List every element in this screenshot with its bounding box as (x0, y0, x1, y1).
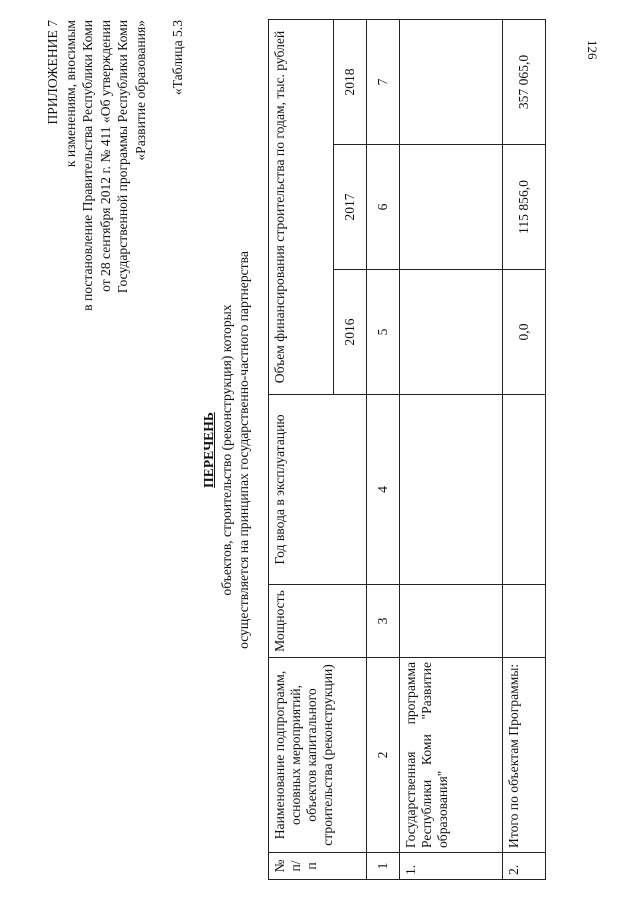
header-financing: Объем финансирования строительства по годам, тыс. рублей (269, 19, 334, 394)
row-capacity (503, 585, 546, 658)
appendix-line: «Развитие образования» (132, 20, 148, 161)
header-num: № п/п (269, 853, 367, 880)
rotated-page-content (40, 20, 560, 880)
index-cell: 3 (367, 585, 400, 658)
page-number: 126 (585, 40, 600, 60)
header-year-cell: 2016 (334, 270, 367, 395)
row-value-2017: 115 856,0 (503, 145, 546, 270)
title-main: ПЕРЕЧЕНЬ (201, 412, 216, 488)
appendix-line: ПРИЛОЖЕНИЕ 7 (45, 20, 60, 125)
table-index-row (367, 19, 400, 879)
header-year: Год ввода в эксплуатацию (269, 395, 367, 585)
row-year (400, 395, 503, 585)
row-value-2016: 0,0 (503, 270, 546, 395)
header-year-cell: 2018 (334, 19, 367, 144)
row-name: Итого по объектам Программы: (503, 658, 546, 853)
row-value-2016 (400, 270, 503, 395)
appendix-header (44, 20, 150, 410)
row-num: 1. (400, 853, 503, 880)
row-value-2017 (400, 145, 503, 270)
row-num: 2. (503, 853, 546, 880)
title-line: объектов, строительство (реконструкция) которых (218, 304, 234, 596)
table-label: «Таблица 5.3 (170, 20, 185, 96)
index-cell: 4 (367, 395, 400, 585)
appendix-line: Государственной программы Республики Коми (115, 20, 131, 294)
objects-table (268, 19, 546, 880)
appendix-line: от 28 сентября 2012 г. № 411 «Об утверждении (97, 20, 113, 292)
document-title (200, 20, 253, 880)
index-cell: 1 (367, 853, 400, 880)
index-cell: 6 (367, 145, 400, 270)
table-row (503, 19, 546, 879)
index-cell: 7 (367, 19, 400, 144)
row-name: Государственная программа Республики Коми "Развитие образования" (400, 658, 503, 853)
appendix-line: в постановление Правительства Республики Коми (80, 20, 96, 311)
row-value-2018 (400, 19, 503, 144)
row-capacity (400, 585, 503, 658)
index-cell: 2 (367, 658, 400, 853)
row-value-2018: 357 065,0 (503, 19, 546, 144)
table-row (400, 19, 503, 879)
header-year-cell: 2017 (334, 145, 367, 270)
index-cell: 5 (367, 270, 400, 395)
appendix-line: к изменениям, вносимым (62, 20, 78, 168)
table-header-row (269, 19, 334, 879)
header-capacity: Мощность (269, 585, 367, 658)
header-name: Наименование подпрограмм, основных мероприятий, объектов капитального строительства (реконструкции) (269, 658, 367, 853)
row-year (503, 395, 546, 585)
title-line: осуществляется на принципах государственно-частного партнерства (236, 251, 252, 649)
